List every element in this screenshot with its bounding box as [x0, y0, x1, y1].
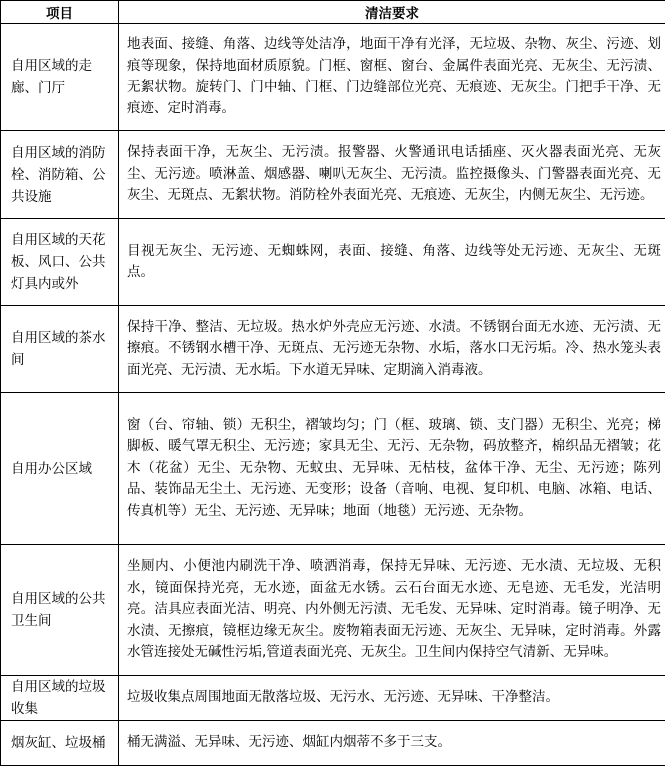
requirement-cell: 桶无满溢、无异味、无污迹、烟缸内烟蒂不多于三支。 — [119, 721, 665, 766]
table-row — [1, 131, 665, 219]
requirement-cell: 保持表面干净，无灰尘、无污渍。报警器、火警通讯电话插座、灭火器表面光亮、无灰尘、无污迹。喷淋盖、烟感器、喇叭无灰尘、无污渍。监控摄像头、门警器表面光亮、无灰尘、无斑点、无絮状物。消防栓外表面光亮、无痕迹、无灰尘，内侧无灰尘、无污迹。 — [119, 131, 665, 219]
table-row — [1, 721, 665, 766]
area-cell: 自用办公区域 — [1, 393, 119, 545]
requirement-cell: 坐厕内、小便池内刷洗干净、喷洒消毒，保持无异味、无污迹、无水渍、无垃圾、无积水，镜面保持光亮，无水迹，面盆无水锈。云石台面无水迹、无皂迹、无毛发，光洁明亮。洁具应表面光洁、明亮、内外侧无污渍、无毛发、无异味、定时消毒。镜子明净、无水渍、无擦痕，镜框边缘无灰尘。废物箱表面无污迹、无灰尘、无异味，定时消毒。外露水管连接处无碱性污垢,管道表面光亮、无灰尘。卫生间内保持空气清新、无异味。 — [119, 545, 665, 676]
requirement-cell: 地表面、接缝、角落、边线等处洁净，地面干净有光泽，无垃圾、杂物、灰尘、污迹、划痕等现象，保持地面材质原貌。门框、窗框、窗台、金属件表面光亮、无灰尘、无污渍、无絮状物。旋转门、门中轴、门框、门边缝部位光亮、无痕迹、无灰尘。门把手干净、无痕迹、定时消毒。 — [119, 24, 665, 131]
area-cell: 自用区域的公共卫生间 — [1, 545, 119, 676]
requirement-cell: 目视无灰尘、无污迹、无蜘蛛网，表面、接缝、角落、边线等处无污迹、无灰尘、无斑点。 — [119, 219, 665, 306]
area-cell: 烟灰缸、垃圾桶 — [1, 721, 119, 766]
table-row — [1, 545, 665, 676]
table-row — [1, 24, 665, 131]
table-row — [1, 219, 665, 306]
area-cell: 自用区域的消防栓、消防箱、公共设施 — [1, 131, 119, 219]
header-row — [1, 1, 665, 24]
area-cell: 自用区域的垃圾收集 — [1, 676, 119, 721]
table-row — [1, 306, 665, 393]
area-cell: 自用区域的茶水间 — [1, 306, 119, 393]
table-row — [1, 676, 665, 721]
requirement-cell: 保持干净、整洁、无垃圾。热水炉外壳应无污迹、水渍。不锈钢台面无水迹、无污渍、无擦痕。不锈钢水槽干净、无斑点、无污迹无杂物、水垢，落水口无污垢。冷、热水笼头表面光亮、无污渍、无水垢。下水道无异味、定期滴入消毒液。 — [119, 306, 665, 393]
requirement-cell: 垃圾收集点周围地面无散落垃圾、无污水、无污迹、无异味、干净整洁。 — [119, 676, 665, 721]
requirement-cell: 窗（台、帘轴、锁）无积尘，褶皱均匀；门（框、玻璃、锁、支门器）无积尘、光亮；梯脚板、暖气罩无积尘、无污迹；家具无尘、无污、无杂物，码放整齐，棉织品无褶皱；花木（花盆）无尘、无杂物、无蚊虫、无异味、无枯枝，盆体干净、无尘、无污迹；陈列品、装饰品无尘土、无污迹、无变形；设备（音响、电视、复印机、电脑、冰箱、电话、传真机等）无尘、无污迹、无异味；地面（地毯）无污迹、无杂物。 — [119, 393, 665, 545]
table-row — [1, 393, 665, 545]
area-cell: 自用区域的走廊、门厅 — [1, 24, 119, 131]
header-requirement: 清洁要求 — [119, 1, 665, 24]
header-area: 项目 — [1, 1, 119, 24]
area-cell: 自用区域的天花板、风口、公共灯具内或外 — [1, 219, 119, 306]
